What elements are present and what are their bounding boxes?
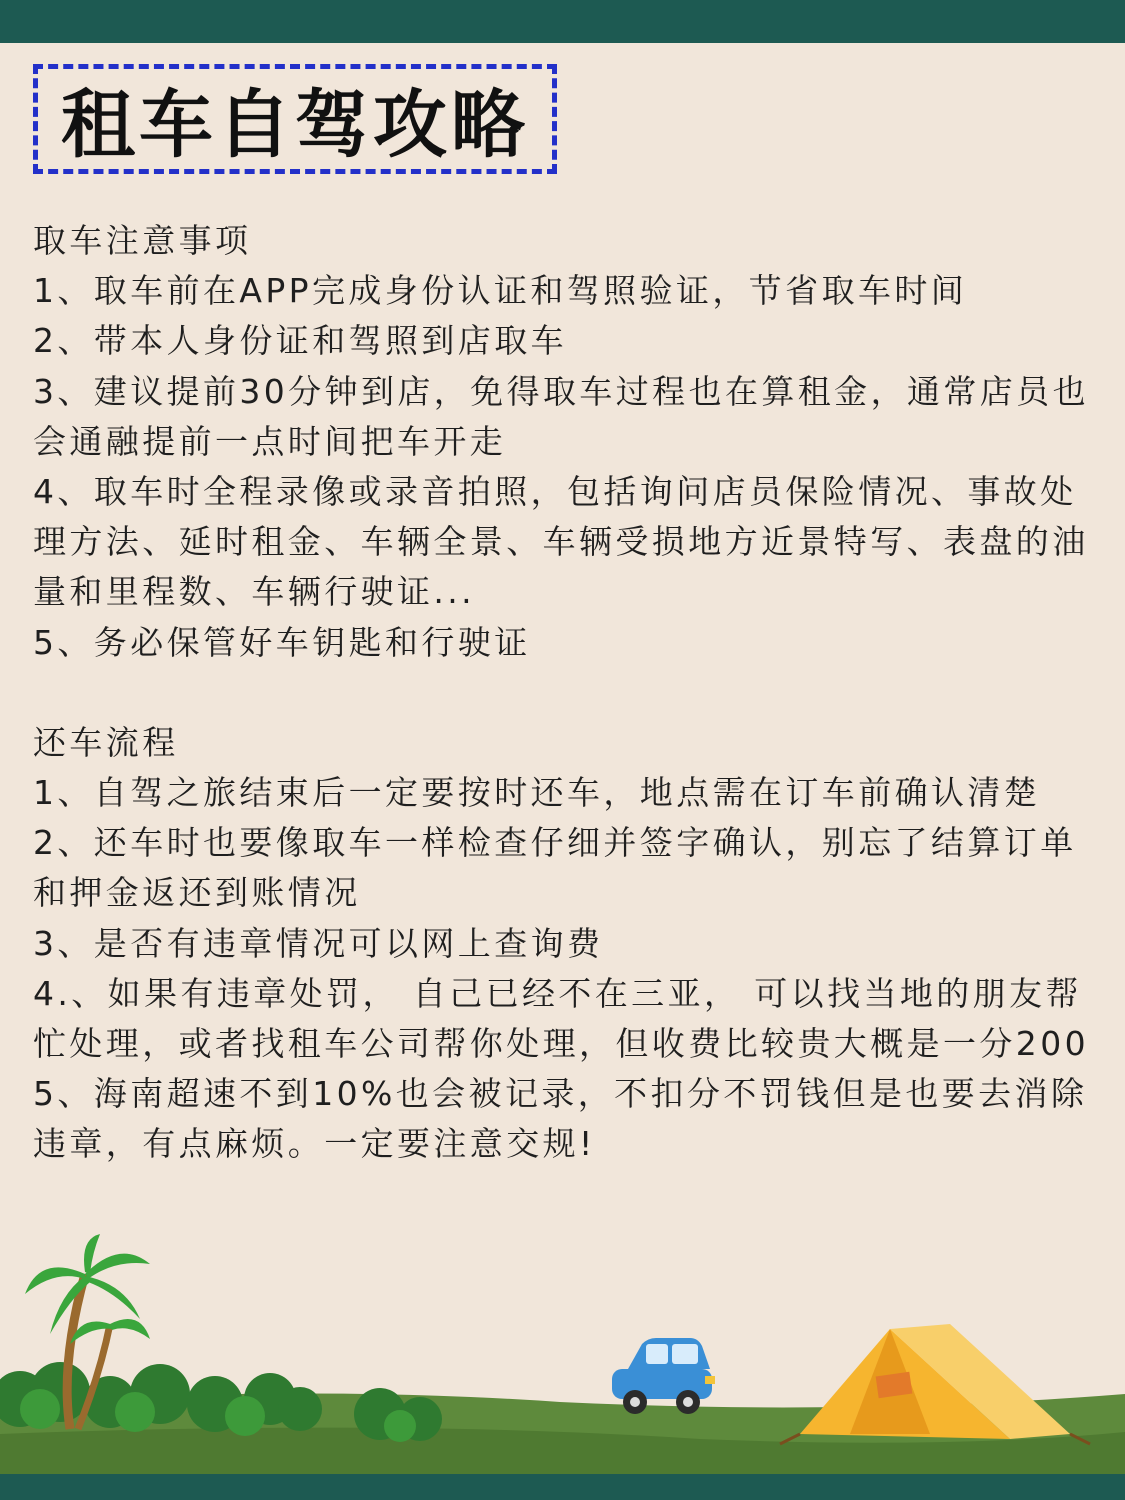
content (33, 216, 1093, 1170)
list-item: 1、自驾之旅结束后一定要按时还车，地点需在订车前确认清楚 (33, 773, 1041, 813)
title-box (33, 64, 557, 174)
list-item: 4、取车时全程录像或录音拍照，包括询问店员保险情况、事故处理方法、延时租金、车辆全景、车辆受损地方近景特写、表盘的油量和里程数、车辆行驶证... (33, 472, 1089, 612)
section-return (33, 718, 1093, 1170)
bottom-bar (0, 1474, 1125, 1500)
list-item: 1、取车前在APP完成身份认证和驾照验证，节省取车时间 (33, 271, 968, 311)
tent-icon (780, 1324, 1090, 1444)
page-title: 租车自驾攻略 (61, 82, 529, 168)
top-bar (0, 0, 1125, 43)
list-item: 3、建议提前30分钟到店，免得取车过程也在算租金，通常店员也会通融提前一点时间把车开走 (33, 371, 1089, 461)
list-item: 5、海南超速不到10%也会被记录，不扣分不罚钱但是也要去消除违章，有点麻烦。一定要注意交规! (33, 1074, 1088, 1164)
section-heading: 还车流程 (33, 722, 179, 762)
list-item: 4.、如果有违章处罚， 自己已经不在三亚， 可以找当地的朋友帮忙处理，或者找租车公司帮你处理，但收费比较贵大概是一分200 (33, 973, 1089, 1064)
list-item: 2、还车时也要像取车一样检查仔细并签字确认，别忘了结算订单和押金返还到账情况 (33, 823, 1077, 913)
list-item: 3、是否有违章情况可以网上查询费 (33, 923, 604, 963)
list-item: 5、务必保管好车钥匙和行驶证 (33, 622, 531, 662)
section-gap (33, 668, 1093, 718)
section-pickup (33, 216, 1093, 668)
bottom-scene (0, 1234, 1125, 1474)
section-heading: 取车注意事项 (33, 221, 252, 260)
car-icon (612, 1338, 715, 1414)
list-item: 2、带本人身份证和驾照到店取车 (33, 321, 567, 361)
